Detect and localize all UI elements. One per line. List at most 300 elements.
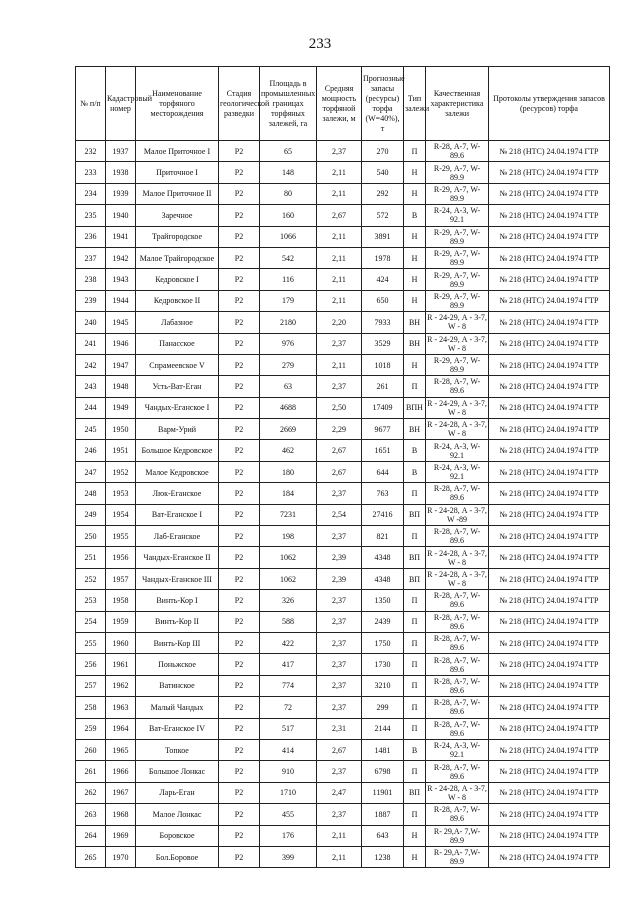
cell-quality: R - 24-28, А - 3-7, W -89 bbox=[427, 505, 487, 524]
cell-name: Лабазное bbox=[136, 312, 219, 333]
cell-name: Чандых-Еганское II bbox=[136, 547, 219, 568]
cell-name: Ларь-Еган bbox=[136, 782, 219, 803]
cell-stage: Р2 bbox=[219, 290, 260, 311]
cell-thickness: 2,37 bbox=[317, 697, 362, 718]
cell-area: 1710 bbox=[260, 782, 317, 803]
cell-row-number: 246 bbox=[76, 440, 106, 461]
cell-row-number: 240 bbox=[76, 312, 106, 333]
cell-cadastral-number: 1956 bbox=[106, 547, 136, 568]
cell-quality: R - 24-28, А - 3-7, W - 8 bbox=[427, 783, 487, 802]
cell-name: Поньжское bbox=[136, 654, 219, 675]
table-row bbox=[76, 290, 610, 311]
cell-name: Лаб-Еганское bbox=[136, 526, 219, 547]
cell-stage: Р2 bbox=[219, 526, 260, 547]
cell-row-number: 243 bbox=[76, 376, 106, 397]
cell-quality: R-24, А-3, W-92.1 bbox=[426, 739, 489, 760]
cell-quality: R-29, А-7, W-89.9 bbox=[426, 183, 489, 204]
cell-thickness: 2,11 bbox=[317, 183, 362, 204]
cell-type: В bbox=[404, 739, 426, 760]
cell-type: В bbox=[404, 440, 426, 461]
cell-thickness: 2,37 bbox=[317, 675, 362, 696]
table-row bbox=[76, 568, 610, 589]
cell-quality: R-29, А-7, W-89.9 bbox=[426, 269, 489, 290]
cell-area: 1062 bbox=[260, 547, 317, 568]
cell-type: Н bbox=[404, 269, 426, 290]
cell-quality: R-29, А-7, W-89.9 bbox=[426, 226, 489, 247]
cell-reserves: 1750 bbox=[362, 632, 404, 653]
cell-row-number: 250 bbox=[76, 526, 106, 547]
cell-protocol: № 218 (НТС) 24.04.1974 ГТР bbox=[489, 419, 610, 440]
cell-type: В bbox=[404, 461, 426, 482]
cell-thickness: 2,67 bbox=[317, 461, 362, 482]
cell-area: 179 bbox=[260, 290, 317, 311]
cell-type: ВП bbox=[404, 504, 426, 525]
cell-area: 517 bbox=[260, 718, 317, 739]
cell-stage: Р2 bbox=[219, 568, 260, 589]
table-row bbox=[76, 247, 610, 268]
cell-protocol: № 218 (НТС) 24.04.1974 ГТР bbox=[489, 397, 610, 418]
cell-protocol: № 218 (НТС) 24.04.1974 ГТР bbox=[489, 247, 610, 268]
header-reserves: Прогнозные запасы (ресурсы) торфа (W=40%), т bbox=[362, 67, 404, 141]
cell-protocol: № 218 (НТС) 24.04.1974 ГТР bbox=[489, 611, 610, 632]
table-row bbox=[76, 354, 610, 375]
cell-name: Малое Лонкас bbox=[136, 804, 219, 825]
cell-row-number: 247 bbox=[76, 461, 106, 482]
cell-name: Малое Трайгородское bbox=[136, 247, 219, 268]
cell-cadastral-number: 1952 bbox=[106, 461, 136, 482]
cell-protocol: № 218 (НТС) 24.04.1974 ГТР bbox=[489, 333, 610, 354]
header-number: № п/п bbox=[76, 67, 106, 141]
header-quality: Качественная характеристика залежи bbox=[426, 67, 489, 141]
table-row bbox=[76, 419, 610, 440]
cell-reserves: 2144 bbox=[362, 718, 404, 739]
cell-reserves: 3529 bbox=[362, 333, 404, 354]
cell-quality: R-28, А-7, W-89.6 bbox=[426, 483, 489, 504]
cell-area: 65 bbox=[260, 141, 317, 162]
table-row bbox=[76, 162, 610, 183]
cell-protocol: № 218 (НТС) 24.04.1974 ГТР bbox=[489, 440, 610, 461]
cell-stage: Р2 bbox=[219, 461, 260, 482]
cell-stage: Р2 bbox=[219, 547, 260, 568]
cell-stage: Р2 bbox=[219, 162, 260, 183]
cell-type: Н bbox=[404, 247, 426, 268]
header-exploration-stage: Стадия геологической разведки bbox=[219, 67, 260, 141]
cell-stage: Р2 bbox=[219, 675, 260, 696]
cell-area: 422 bbox=[260, 632, 317, 653]
cell-quality: R- 29,А- 7,W-89.9 bbox=[426, 846, 489, 867]
cell-area: 417 bbox=[260, 654, 317, 675]
cell-area: 80 bbox=[260, 183, 317, 204]
cell-row-number: 252 bbox=[76, 568, 106, 589]
table-row bbox=[76, 269, 610, 290]
cell-name: Приточное I bbox=[136, 162, 219, 183]
cell-type: П bbox=[404, 526, 426, 547]
cell-type: П bbox=[404, 483, 426, 504]
cell-thickness: 2,47 bbox=[317, 782, 362, 803]
cell-row-number: 251 bbox=[76, 547, 106, 568]
cell-name: Люк-Еганское bbox=[136, 483, 219, 504]
cell-protocol: № 218 (НТС) 24.04.1974 ГТР bbox=[489, 568, 610, 589]
cell-type: Н bbox=[404, 226, 426, 247]
cell-protocol: № 218 (НТС) 24.04.1974 ГТР bbox=[489, 290, 610, 311]
cell-type: П bbox=[404, 761, 426, 782]
cell-area: 176 bbox=[260, 825, 317, 846]
cell-name: Малое Кедровское bbox=[136, 461, 219, 482]
cell-reserves: 2439 bbox=[362, 611, 404, 632]
cell-type: П bbox=[404, 611, 426, 632]
table-row bbox=[76, 846, 610, 867]
cell-quality: R-24, А-3, W-92.1 bbox=[426, 205, 489, 226]
cell-reserves: 261 bbox=[362, 376, 404, 397]
header-average-thickness: Средняя мощность торфяной залежи, м bbox=[317, 67, 362, 141]
cell-stage: Р2 bbox=[219, 504, 260, 525]
table-row bbox=[76, 440, 610, 461]
cell-cadastral-number: 1939 bbox=[106, 183, 136, 204]
cell-thickness: 2,11 bbox=[317, 247, 362, 268]
cell-thickness: 2,67 bbox=[317, 440, 362, 461]
cell-row-number: 242 bbox=[76, 354, 106, 375]
cell-stage: Р2 bbox=[219, 611, 260, 632]
cell-type: ВП bbox=[404, 782, 426, 803]
cell-area: 1062 bbox=[260, 568, 317, 589]
cell-type: ВН bbox=[404, 312, 426, 333]
cell-protocol: № 218 (НТС) 24.04.1974 ГТР bbox=[489, 483, 610, 504]
cell-thickness: 2,11 bbox=[317, 162, 362, 183]
cell-reserves: 27416 bbox=[362, 504, 404, 525]
cell-type: П bbox=[404, 590, 426, 611]
cell-quality: R-28, А-7, W-89.6 bbox=[426, 675, 489, 696]
cell-type: П bbox=[404, 632, 426, 653]
cell-row-number: 244 bbox=[76, 397, 106, 418]
cell-stage: Р2 bbox=[219, 397, 260, 418]
cell-quality: R-28, А-7, W-89.6 bbox=[426, 718, 489, 739]
cell-cadastral-number: 1937 bbox=[106, 141, 136, 162]
table-header-row bbox=[76, 67, 610, 141]
cell-stage: Р2 bbox=[219, 141, 260, 162]
cell-quality: R-28, А-7, W-89.6 bbox=[426, 611, 489, 632]
table-row bbox=[76, 461, 610, 482]
cell-name: Ват-Еганское I bbox=[136, 504, 219, 525]
cell-quality: R-28, А-7, W-89.6 bbox=[426, 632, 489, 653]
cell-thickness: 2,50 bbox=[317, 397, 362, 418]
cell-thickness: 2,67 bbox=[317, 739, 362, 760]
cell-cadastral-number: 1938 bbox=[106, 162, 136, 183]
cell-area: 116 bbox=[260, 269, 317, 290]
cell-stage: Р2 bbox=[219, 269, 260, 290]
cell-area: 148 bbox=[260, 162, 317, 183]
cell-reserves: 17409 bbox=[362, 397, 404, 418]
cell-cadastral-number: 1957 bbox=[106, 568, 136, 589]
cell-stage: Р2 bbox=[219, 804, 260, 825]
cell-cadastral-number: 1960 bbox=[106, 632, 136, 653]
cell-reserves: 11901 bbox=[362, 782, 404, 803]
cell-protocol: № 218 (НТС) 24.04.1974 ГТР bbox=[489, 804, 610, 825]
cell-protocol: № 218 (НТС) 24.04.1974 ГТР bbox=[489, 739, 610, 760]
cell-reserves: 1350 bbox=[362, 590, 404, 611]
cell-stage: Р2 bbox=[219, 376, 260, 397]
cell-area: 279 bbox=[260, 354, 317, 375]
cell-reserves: 292 bbox=[362, 183, 404, 204]
cell-protocol: № 218 (НТС) 24.04.1974 ГТР bbox=[489, 376, 610, 397]
cell-row-number: 237 bbox=[76, 247, 106, 268]
cell-row-number: 235 bbox=[76, 205, 106, 226]
cell-thickness: 2,37 bbox=[317, 611, 362, 632]
cell-thickness: 2,31 bbox=[317, 718, 362, 739]
cell-reserves: 644 bbox=[362, 461, 404, 482]
cell-row-number: 265 bbox=[76, 846, 106, 867]
cell-stage: Р2 bbox=[219, 483, 260, 504]
cell-name: Кедровское I bbox=[136, 269, 219, 290]
table-row bbox=[76, 675, 610, 696]
cell-area: 180 bbox=[260, 461, 317, 482]
cell-thickness: 2,11 bbox=[317, 354, 362, 375]
table-row bbox=[76, 611, 610, 632]
cell-cadastral-number: 1949 bbox=[106, 397, 136, 418]
cell-protocol: № 218 (НТС) 24.04.1974 ГТР bbox=[489, 269, 610, 290]
cell-reserves: 7933 bbox=[362, 312, 404, 333]
cell-name: Спрамеевское V bbox=[136, 354, 219, 375]
cell-area: 774 bbox=[260, 675, 317, 696]
cell-thickness: 2,37 bbox=[317, 141, 362, 162]
cell-reserves: 1651 bbox=[362, 440, 404, 461]
cell-stage: Р2 bbox=[219, 761, 260, 782]
cell-cadastral-number: 1953 bbox=[106, 483, 136, 504]
cell-area: 414 bbox=[260, 739, 317, 760]
cell-cadastral-number: 1967 bbox=[106, 782, 136, 803]
cell-row-number: 253 bbox=[76, 590, 106, 611]
cell-protocol: № 218 (НТС) 24.04.1974 ГТР bbox=[489, 697, 610, 718]
table-row bbox=[76, 397, 610, 418]
cell-row-number: 236 bbox=[76, 226, 106, 247]
cell-name: Панасское bbox=[136, 333, 219, 354]
cell-quality: R-29, А-7, W-89.9 bbox=[426, 162, 489, 183]
cell-type: П bbox=[404, 675, 426, 696]
cell-name: Большое Лонкас bbox=[136, 761, 219, 782]
cell-stage: Р2 bbox=[219, 632, 260, 653]
cell-quality: R-28, А-7, W-89.6 bbox=[426, 761, 489, 782]
cell-quality: R - 24-29, А - 3-7, W - 8 bbox=[427, 334, 487, 353]
cell-area: 63 bbox=[260, 376, 317, 397]
cell-protocol: № 218 (НТС) 24.04.1974 ГТР bbox=[489, 718, 610, 739]
cell-reserves: 1238 bbox=[362, 846, 404, 867]
cell-type: ВП bbox=[404, 547, 426, 568]
cell-quality: R - 24-29, А - 3-7, W - 8 bbox=[427, 313, 487, 332]
cell-cadastral-number: 1944 bbox=[106, 290, 136, 311]
cell-thickness: 2,54 bbox=[317, 504, 362, 525]
table-row bbox=[76, 141, 610, 162]
cell-protocol: № 218 (НТС) 24.04.1974 ГТР bbox=[489, 226, 610, 247]
cell-thickness: 2,37 bbox=[317, 483, 362, 504]
cell-reserves: 821 bbox=[362, 526, 404, 547]
cell-area: 910 bbox=[260, 761, 317, 782]
cell-cadastral-number: 1954 bbox=[106, 504, 136, 525]
cell-thickness: 2,20 bbox=[317, 312, 362, 333]
cell-thickness: 2,37 bbox=[317, 590, 362, 611]
cell-reserves: 1887 bbox=[362, 804, 404, 825]
cell-thickness: 2,39 bbox=[317, 547, 362, 568]
cell-row-number: 232 bbox=[76, 141, 106, 162]
cell-row-number: 249 bbox=[76, 504, 106, 525]
cell-quality: R-24, А-3, W-92.1 bbox=[426, 461, 489, 482]
cell-stage: Р2 bbox=[219, 846, 260, 867]
table-row bbox=[76, 226, 610, 247]
cell-type: Н bbox=[404, 290, 426, 311]
table-row bbox=[76, 183, 610, 204]
cell-quality: R - 24-28, А - 3-7, W - 8 bbox=[427, 420, 487, 439]
cell-row-number: 261 bbox=[76, 761, 106, 782]
table-row bbox=[76, 804, 610, 825]
table-row bbox=[76, 483, 610, 504]
cell-thickness: 2,11 bbox=[317, 825, 362, 846]
table-row bbox=[76, 526, 610, 547]
cell-stage: Р2 bbox=[219, 440, 260, 461]
cell-reserves: 9677 bbox=[362, 419, 404, 440]
cell-stage: Р2 bbox=[219, 825, 260, 846]
cell-cadastral-number: 1946 bbox=[106, 333, 136, 354]
cell-thickness: 2,11 bbox=[317, 290, 362, 311]
cell-thickness: 2,37 bbox=[317, 632, 362, 653]
cell-cadastral-number: 1963 bbox=[106, 697, 136, 718]
cell-stage: Р2 bbox=[219, 205, 260, 226]
cell-name: Бол.Боровое bbox=[136, 846, 219, 867]
cell-reserves: 650 bbox=[362, 290, 404, 311]
cell-reserves: 572 bbox=[362, 205, 404, 226]
cell-quality: R-28, А-7, W-89.6 bbox=[426, 376, 489, 397]
cell-cadastral-number: 1965 bbox=[106, 739, 136, 760]
cell-cadastral-number: 1969 bbox=[106, 825, 136, 846]
cell-stage: Р2 bbox=[219, 718, 260, 739]
cell-name: Топкое bbox=[136, 739, 219, 760]
table-row bbox=[76, 697, 610, 718]
cell-area: 455 bbox=[260, 804, 317, 825]
cell-type: Н bbox=[404, 846, 426, 867]
cell-name: Ватинское bbox=[136, 675, 219, 696]
cell-quality: R-29, А-7, W-89.9 bbox=[426, 354, 489, 375]
cell-reserves: 4348 bbox=[362, 547, 404, 568]
cell-area: 542 bbox=[260, 247, 317, 268]
cell-stage: Р2 bbox=[219, 654, 260, 675]
cell-reserves: 424 bbox=[362, 269, 404, 290]
cell-area: 72 bbox=[260, 697, 317, 718]
cell-type: ВПН bbox=[404, 397, 426, 418]
cell-name: Винть-Кор I bbox=[136, 590, 219, 611]
table-row bbox=[76, 739, 610, 760]
cell-cadastral-number: 1942 bbox=[106, 247, 136, 268]
cell-name: Заречное bbox=[136, 205, 219, 226]
cell-stage: Р2 bbox=[219, 354, 260, 375]
cell-protocol: № 218 (НТС) 24.04.1974 ГТР bbox=[489, 183, 610, 204]
cell-stage: Р2 bbox=[219, 183, 260, 204]
cell-thickness: 2,37 bbox=[317, 654, 362, 675]
cell-row-number: 238 bbox=[76, 269, 106, 290]
cell-thickness: 2,67 bbox=[317, 205, 362, 226]
cell-type: ВП bbox=[404, 568, 426, 589]
cell-reserves: 6798 bbox=[362, 761, 404, 782]
cell-protocol: № 218 (НТС) 24.04.1974 ГТР bbox=[489, 312, 610, 333]
cell-row-number: 262 bbox=[76, 782, 106, 803]
cell-cadastral-number: 1962 bbox=[106, 675, 136, 696]
cell-stage: Р2 bbox=[219, 312, 260, 333]
cell-protocol: № 218 (НТС) 24.04.1974 ГТР bbox=[489, 547, 610, 568]
cell-type: Н bbox=[404, 183, 426, 204]
cell-cadastral-number: 1945 bbox=[106, 312, 136, 333]
cell-protocol: № 218 (НТС) 24.04.1974 ГТР bbox=[489, 654, 610, 675]
cell-stage: Р2 bbox=[219, 226, 260, 247]
cell-cadastral-number: 1947 bbox=[106, 354, 136, 375]
cell-name: Трайгородское bbox=[136, 226, 219, 247]
table-row bbox=[76, 504, 610, 525]
cell-protocol: № 218 (НТС) 24.04.1974 ГТР bbox=[489, 354, 610, 375]
cell-thickness: 2,39 bbox=[317, 568, 362, 589]
cell-name: Варм-Урий bbox=[136, 419, 219, 440]
cell-stage: Р2 bbox=[219, 419, 260, 440]
cell-quality: R-28, А-7, W-89.6 bbox=[426, 804, 489, 825]
cell-reserves: 4348 bbox=[362, 568, 404, 589]
header-protocols: Протоколы утверждения запасов (ресурсов) торфа bbox=[489, 67, 610, 141]
table-row bbox=[76, 333, 610, 354]
cell-protocol: № 218 (НТС) 24.04.1974 ГТР bbox=[489, 162, 610, 183]
cell-cadastral-number: 1940 bbox=[106, 205, 136, 226]
cell-cadastral-number: 1958 bbox=[106, 590, 136, 611]
cell-row-number: 258 bbox=[76, 697, 106, 718]
cell-area: 976 bbox=[260, 333, 317, 354]
cell-cadastral-number: 1951 bbox=[106, 440, 136, 461]
cell-name: Чандых-Еганское III bbox=[136, 568, 219, 589]
cell-thickness: 2,29 bbox=[317, 419, 362, 440]
cell-protocol: № 218 (НТС) 24.04.1974 ГТР bbox=[489, 590, 610, 611]
cell-quality: R-28, А-7, W-89.6 bbox=[426, 654, 489, 675]
cell-area: 198 bbox=[260, 526, 317, 547]
cell-reserves: 3891 bbox=[362, 226, 404, 247]
cell-quality: R-28, А-7, W-89.6 bbox=[426, 526, 489, 547]
cell-thickness: 2,37 bbox=[317, 333, 362, 354]
table-row bbox=[76, 718, 610, 739]
cell-protocol: № 218 (НТС) 24.04.1974 ГТР bbox=[489, 761, 610, 782]
cell-reserves: 540 bbox=[362, 162, 404, 183]
cell-stage: Р2 bbox=[219, 697, 260, 718]
cell-name: Усть-Ват-Еган bbox=[136, 376, 219, 397]
cell-name: Малый Чандых bbox=[136, 697, 219, 718]
cell-cadastral-number: 1950 bbox=[106, 419, 136, 440]
cell-area: 2180 bbox=[260, 312, 317, 333]
cell-cadastral-number: 1959 bbox=[106, 611, 136, 632]
table-row bbox=[76, 312, 610, 333]
cell-type: П bbox=[404, 141, 426, 162]
cell-reserves: 1730 bbox=[362, 654, 404, 675]
cell-quality: R - 24-28, А - 3-7, W - 8 bbox=[427, 548, 487, 567]
cell-quality: R-28, А-7, W-89.6 bbox=[426, 590, 489, 611]
cell-area: 326 bbox=[260, 590, 317, 611]
cell-reserves: 1018 bbox=[362, 354, 404, 375]
cell-type: П bbox=[404, 804, 426, 825]
cell-row-number: 263 bbox=[76, 804, 106, 825]
cell-name: Боровское bbox=[136, 825, 219, 846]
cell-quality: R- 29,А- 7,W-89.9 bbox=[426, 825, 489, 846]
cell-quality: R - 24-28, А - 3-7, W - 8 bbox=[427, 570, 487, 588]
table-row bbox=[76, 590, 610, 611]
cell-name: Винть-Кор II bbox=[136, 611, 219, 632]
cell-type: Н bbox=[404, 354, 426, 375]
header-cadastral-number: Кадастровый номер bbox=[106, 67, 136, 141]
cell-row-number: 233 bbox=[76, 162, 106, 183]
cell-protocol: № 218 (НТС) 24.04.1974 ГТР bbox=[489, 846, 610, 867]
cell-row-number: 248 bbox=[76, 483, 106, 504]
cell-protocol: № 218 (НТС) 24.04.1974 ГТР bbox=[489, 782, 610, 803]
cell-cadastral-number: 1968 bbox=[106, 804, 136, 825]
table-row bbox=[76, 205, 610, 226]
cell-thickness: 2,37 bbox=[317, 761, 362, 782]
cell-type: Н bbox=[404, 162, 426, 183]
